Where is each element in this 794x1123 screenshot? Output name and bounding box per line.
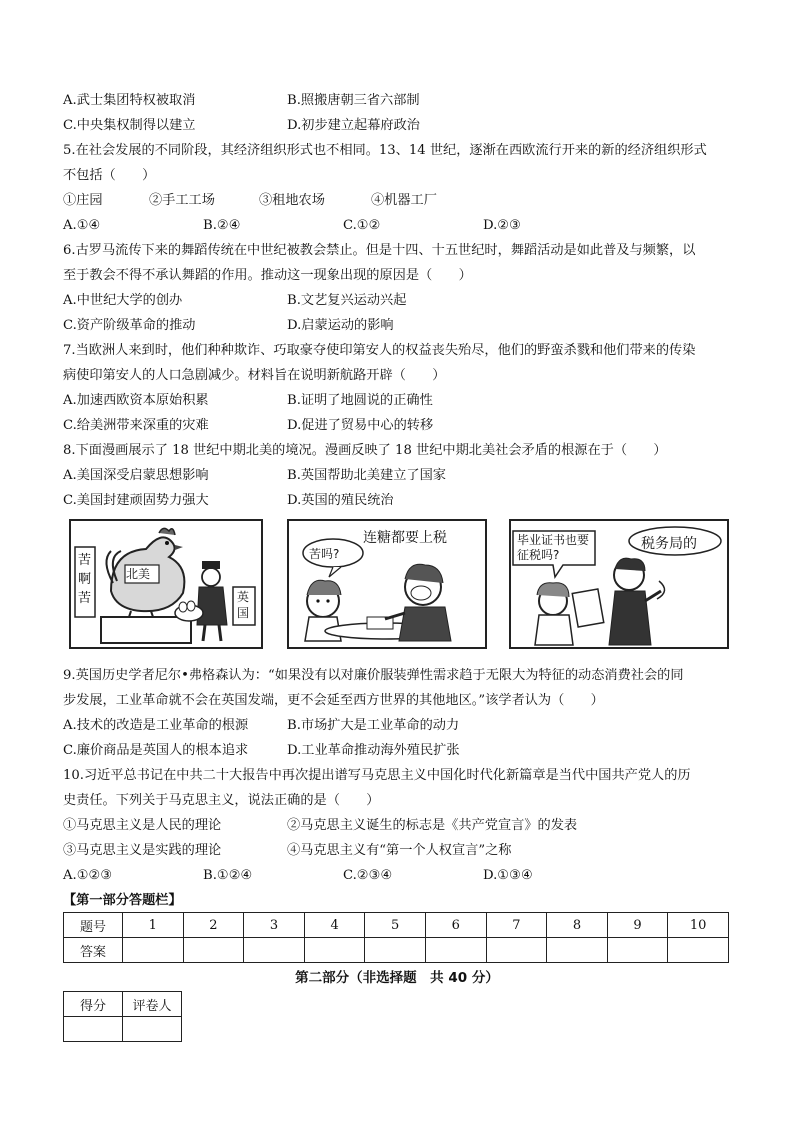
q5-option-d[interactable]: D.②③ <box>483 218 521 233</box>
comic-side-text: 苦啊苦 <box>78 553 92 606</box>
q6-stem-line1: 6.古罗马流传下来的舞蹈传统在中世纪被教会禁止。但是十四、十五世纪时，舞蹈活动是如此普及与频繁，以 <box>63 243 696 258</box>
exam-page <box>63 88 731 1042</box>
comic-hen-drawing <box>71 521 261 647</box>
score-table <box>63 991 182 1042</box>
answer-header: 答案 <box>64 938 123 963</box>
q6-stem-line2: 至于教会不得不承认舞蹈的作用。推动这一现象出现的原因是（ ） <box>63 268 472 283</box>
answer-cell[interactable] <box>547 938 608 963</box>
q9-options-row1 <box>63 713 731 738</box>
part2-title: 第二部分（非选择题 共 40 分） <box>295 970 499 986</box>
comic-speech-big: 连糖都要上税 <box>363 530 447 546</box>
q5-option-a[interactable]: A.①④ <box>63 218 101 233</box>
q10-item-3: ③马克思主义是实践的理论 <box>63 843 222 858</box>
q6-option-d[interactable]: D.启蒙运动的影响 <box>287 318 394 333</box>
q7-options-row1 <box>63 388 731 413</box>
q8-options-row1 <box>63 463 731 488</box>
question-number-cell: 1 <box>123 913 184 938</box>
answer-table-answer-row <box>64 938 729 963</box>
comic-hen-label: 北美 <box>126 567 151 581</box>
q6-option-b[interactable]: B.文艺复兴运动兴起 <box>287 293 407 308</box>
score-table-header <box>64 992 182 1017</box>
q7-option-d[interactable]: D.促进了贸易中心的转移 <box>287 418 434 433</box>
q7-stem-line1: 7.当欧洲人来到时，他们种种欺诈、巧取豪夺使印第安人的权益丧失殆尽，他们的野蛮杀戮和他们带来的传染 <box>63 343 696 358</box>
q4-option-b[interactable]: B.照搬唐朝三省六部制 <box>287 93 420 108</box>
answer-cell[interactable] <box>425 938 486 963</box>
score-cell[interactable] <box>64 1017 123 1042</box>
answer-cell[interactable] <box>607 938 668 963</box>
answer-table <box>63 912 729 963</box>
q4-options-row2 <box>63 113 731 138</box>
q10-items-row2 <box>63 838 731 863</box>
q5-item-1: ①庄园 <box>63 193 103 208</box>
answer-section-title: 【第一部分答题栏】 <box>63 893 182 908</box>
q9-option-d[interactable]: D.工业革命推动海外殖民扩张 <box>287 743 460 758</box>
q7-option-b[interactable]: B.证明了地圆说的正确性 <box>287 393 433 408</box>
q10-stem-line2: 史责任。下列关于马克思主义，说法正确的是（ ） <box>63 793 380 808</box>
q5-items <box>63 188 731 213</box>
q5-item-2: ②手工工场 <box>149 193 215 208</box>
q6-options-row2 <box>63 313 731 338</box>
answer-table-number-row <box>64 913 729 938</box>
answer-cell[interactable] <box>486 938 547 963</box>
question-number-cell: 6 <box>425 913 486 938</box>
q8-options-row2 <box>63 488 731 513</box>
answer-cell[interactable] <box>668 938 729 963</box>
q6-option-c[interactable]: C.资产阶级革命的推动 <box>63 318 196 333</box>
grader-cell[interactable] <box>123 1017 182 1042</box>
question-number-cell: 9 <box>607 913 668 938</box>
answer-cell[interactable] <box>365 938 426 963</box>
answer-cell[interactable] <box>183 938 244 963</box>
q4-options-row1 <box>63 88 731 113</box>
q10-items-row1 <box>63 813 731 838</box>
q4-option-c[interactable]: C.中央集权制得以建立 <box>63 118 196 133</box>
q5-item-3: ③租地农场 <box>259 193 325 208</box>
comic-speech-small: 苦吗? <box>309 547 340 561</box>
q10-item-1: ①马克思主义是人民的理论 <box>63 818 222 833</box>
comic-panel-hen <box>69 519 263 649</box>
comic-panel-tax <box>509 519 729 649</box>
question-number-cell: 5 <box>365 913 426 938</box>
q10-item-2: ②马克思主义诞生的标志是《共产党宣言》的发表 <box>287 818 578 833</box>
q9-option-b[interactable]: B.市场扩大是工业革命的动力 <box>287 718 460 733</box>
q9-options-row2 <box>63 738 731 763</box>
q5-option-c[interactable]: C.①② <box>343 218 381 233</box>
answer-cell[interactable] <box>123 938 184 963</box>
q8-option-b[interactable]: B.英国帮助北美建立了国家 <box>287 468 446 483</box>
q9-stem-line1: 9.英国历史学者尼尔•弗格森认为：“如果没有以对廉价服装弹性需求趋于无限大为特征的动态消费社会的同 <box>63 668 684 683</box>
q10-stem-line1: 10.习近平总书记在中共二十大报告中再次提出谱写马克思主义中国化时代化新篇章是当代中国共产党人的历 <box>63 768 691 783</box>
q4-option-d[interactable]: D.初步建立起幕府政治 <box>287 118 420 133</box>
q5-options <box>63 213 731 238</box>
q5-stem-line2: 不包括（ ） <box>63 168 156 183</box>
q10-option-a[interactable]: A.①②③ <box>63 868 113 883</box>
grader-label: 评卷人 <box>123 992 182 1017</box>
answer-cell[interactable] <box>244 938 305 963</box>
q10-option-b[interactable]: B.①②④ <box>203 868 253 883</box>
question-number-cell: 2 <box>183 913 244 938</box>
answer-cell[interactable] <box>304 938 365 963</box>
comic-speech-right: 税务局的 <box>641 536 697 552</box>
q7-option-a[interactable]: A.加速西欧资本原始积累 <box>63 393 209 408</box>
q8-option-a[interactable]: A.美国深受启蒙思想影响 <box>63 468 209 483</box>
question-number-header: 题号 <box>64 913 123 938</box>
q10-item-4: ④马克思主义有“第一个人权宣言”之称 <box>287 843 512 858</box>
question-number-cell: 4 <box>304 913 365 938</box>
q8-option-d[interactable]: D.英国的殖民统治 <box>287 493 394 508</box>
q9-stem-line2: 步发展，工业革命就不会在英国发端，更不会延至西方世界的其他地区。”该学者认为（ ） <box>63 693 604 708</box>
question-number-cell: 8 <box>547 913 608 938</box>
question-number-cell: 10 <box>668 913 729 938</box>
question-number-cell: 7 <box>486 913 547 938</box>
q8-stem-line1: 8.下面漫画展示了 18 世纪中期北美的境况。漫画反映了 18 世纪中期北美社会矛盾的根源在于（ ） <box>63 443 667 458</box>
q7-option-c[interactable]: C.给美洲带来深重的灾难 <box>63 418 209 433</box>
q8-option-c[interactable]: C.美国封建顽固势力强大 <box>63 493 209 508</box>
comic-panel-sugar <box>287 519 487 649</box>
q6-option-a[interactable]: A.中世纪大学的创办 <box>63 293 183 308</box>
q5-option-b[interactable]: B.②④ <box>203 218 241 233</box>
q7-stem-line2: 病使印第安人的人口急剧减少。材料旨在说明新航路开辟（ ） <box>63 368 446 383</box>
score-table-input-row <box>64 1017 182 1042</box>
score-label: 得分 <box>64 992 123 1017</box>
q10-options <box>63 863 731 888</box>
q5-item-4: ④机器工厂 <box>371 193 437 208</box>
q6-options-row1 <box>63 288 731 313</box>
comic-england-label: 英国 <box>237 590 250 620</box>
q9-option-c[interactable]: C.廉价商品是英国人的根本追求 <box>63 743 249 758</box>
q10-option-d[interactable]: D.①③④ <box>483 868 533 883</box>
comic-strip <box>63 519 731 657</box>
comic-speech-left: 毕业证书也要征税吗? <box>517 533 590 562</box>
q5-stem-line1: 5.在社会发展的不同阶段，其经济组织形式也不相同。13、14 世纪，逐渐在西欧流行开来的新的经济组织形式 <box>63 143 707 158</box>
q10-option-c[interactable]: C.②③④ <box>343 868 393 883</box>
q4-option-a[interactable]: A.武士集团特权被取消 <box>63 93 196 108</box>
q9-option-a[interactable]: A.技术的改造是工业革命的根源 <box>63 718 249 733</box>
q7-options-row2 <box>63 413 731 438</box>
question-number-cell: 3 <box>244 913 305 938</box>
